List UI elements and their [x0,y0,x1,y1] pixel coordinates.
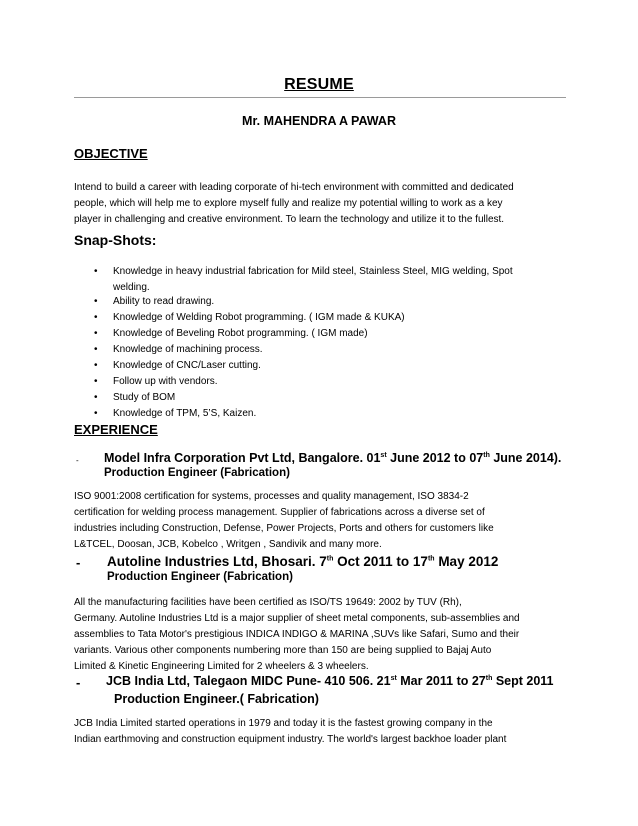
snapshot-bullet: • [94,392,98,403]
job-dates: Mar 2011 to 27 [396,674,486,688]
snapshot-item: Ability to read drawing. [113,296,215,307]
job-heading [107,554,498,569]
snapshot-item: Knowledge of CNC/Laser cutting. [113,360,261,371]
job-dates-end: Sept 2011 [492,674,554,688]
job-role: Production Engineer (Fabrication) [107,571,293,583]
snapshot-item: Knowledge of machining process. [113,344,263,355]
snapshot-item: welding. [113,282,150,293]
job-role: Production Engineer (Fabrication) [104,467,290,479]
job-dash: - [76,456,79,465]
snapshot-bullet: • [94,328,98,339]
snapshot-item: Knowledge of Welding Robot programming. ( IGM made & KUKA) [113,312,405,323]
snapshot-item: Knowledge in heavy industrial fabrication for Mild steel, Stainless Steel, MIG welding, Spot [113,266,513,277]
job-description-line: variants. Various other components numbering more than 150 are being supplied to Bajaj Auto [74,645,492,656]
job-company: JCB India Ltd, Talegaon MIDC Pune- 410 506. 21 [106,674,391,688]
job-description-line: industries including Construction, Defense, Power Projects, Ports and others for customers like [74,523,494,534]
job-heading [104,451,561,465]
resume-title: RESUME [284,76,354,93]
snapshot-bullet: • [94,312,98,323]
snapshot-item: Follow up with vendors. [113,376,218,387]
snapshot-bullet: • [94,376,98,387]
experience-heading: EXPERIENCE [74,422,158,437]
job-description-line: Germany. Autoline Industries Ltd is a major supplier of sheet metal components, sub-assemblies and [74,613,520,624]
job-dash: - [76,555,81,570]
job-description-line: All the manufacturing facilities have been certified as ISO/TS 19649: 2002 by TUV (Rh), [74,597,462,608]
snapshot-bullet: • [94,408,98,419]
candidate-name: Mr. MAHENDRA A PAWAR [242,114,396,128]
snapshot-item: Study of BOM [113,392,176,403]
job-description-line: JCB India Limited started operations in 1979 and today it is the fastest growing company in the [74,718,493,729]
snapshot-bullet: • [94,360,98,371]
snapshots-heading: Snap-Shots: [74,232,157,248]
job-company: Autoline Industries Ltd, Bhosari. 7 [107,554,327,569]
date-suffix: th [326,555,334,563]
job-description-line: Indian earthmoving and construction equipment industry. The world's largest backhoe loader plant [74,734,507,745]
job-dates: June 2012 to 07 [386,451,484,465]
job-dates-end: June 2014). [489,451,562,465]
date-suffix: th [485,674,493,682]
job-heading [106,674,554,688]
job-description-line: assemblies to Tata Motor's prestigious INDICA INDIGO & MARINA ,SUVs like Safari, Sumo and their [74,629,520,640]
title-divider [74,97,566,98]
date-suffix: st [380,451,387,459]
job-dates: Oct 2011 to 17 [333,554,428,569]
objective-line-1: Intend to build a career with leading corporate of hi-tech environment with committed and dedicated [74,182,514,193]
job-description-line: Limited & Kinetic Engineering Limited for 2 wheelers & 3 wheelers. [74,661,369,672]
job-description-line: ISO 9001:2008 certification for systems, processes and quality management, ISO 3834-2 [74,491,469,502]
snapshot-bullet: • [94,266,98,277]
objective-line-3: player in challenging and creative environment. To learn the technology and utilize it to the fullest. [74,214,505,225]
date-suffix: th [427,555,435,563]
snapshot-bullet: • [94,296,98,307]
job-description-line: certification for welding process management. Supplier of fabrications across a diverse set of [74,507,485,518]
date-suffix: st [390,674,397,682]
job-description-line: L&TCEL, Doosan, JCB, Kobelco , Writgen , Sandivik and many more. [74,539,382,550]
date-suffix: th [483,451,490,459]
job-dash: - [76,675,81,690]
snapshot-bullet: • [94,344,98,355]
snapshot-item: Knowledge of TPM, 5’S, Kaizen. [113,408,257,419]
job-dates-end: May 2012 [434,554,499,569]
snapshot-item: Knowledge of Beveling Robot programming. ( IGM made) [113,328,368,339]
job-role: Production Engineer.( Fabrication) [114,692,319,706]
job-company: Model Infra Corporation Pvt Ltd, Bangalore. 01 [104,451,381,465]
objective-heading: OBJECTIVE [74,146,148,161]
objective-line-2: people, which will help me to explore myself fully and realize my potential willing to work as a key [74,198,503,209]
